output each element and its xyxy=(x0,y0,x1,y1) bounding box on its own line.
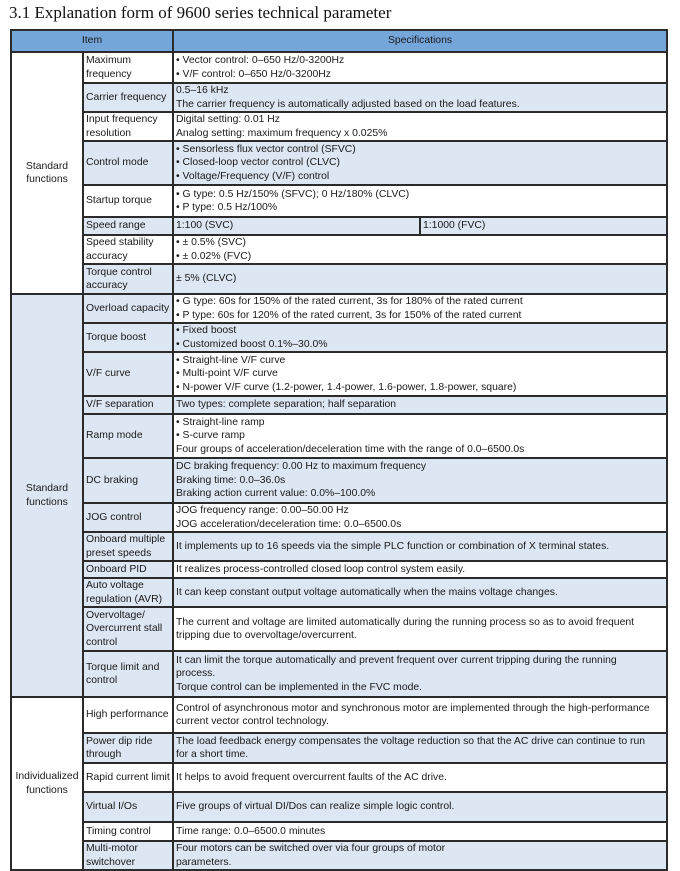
item-cell: Overvoltage/ Overcurrent stall control xyxy=(83,607,173,651)
spec-cell xyxy=(173,733,667,763)
category-cell: Standard functions xyxy=(11,294,83,697)
table-row xyxy=(11,733,667,763)
table-row xyxy=(11,414,667,458)
spec-line: Analog setting: maximum frequency x 0.025% xyxy=(176,127,388,139)
item-cell: Timing control xyxy=(83,822,173,841)
table-row xyxy=(11,141,667,185)
header-item: Item xyxy=(11,30,173,52)
spec-cell-right: 1:1000 (FVC) xyxy=(420,217,667,235)
spec-line: ± 5% (CLVC) xyxy=(176,273,237,285)
spec-cell xyxy=(173,651,667,697)
spec-cell xyxy=(173,503,667,532)
spec-cell xyxy=(173,532,667,561)
spec-line: JOG acceleration/deceleration time: 0.0–6500.0s xyxy=(176,518,402,530)
item-cell: Speed stability accuracy xyxy=(83,235,173,264)
table-row xyxy=(11,294,667,323)
spec-line: It can keep constant output voltage automatically when the mains voltage changes. xyxy=(176,586,558,598)
spec-cell xyxy=(173,697,667,733)
spec-cell xyxy=(173,414,667,458)
table-row xyxy=(11,841,667,870)
spec-line: DC braking frequency: 0.00 Hz to maximum frequency xyxy=(176,461,427,473)
spec-line: The current and voltage are limited automatically during the running process so as to avoid frequent xyxy=(176,616,635,628)
spec-cell xyxy=(173,264,667,294)
spec-line: It realizes process-controlled closed loop control system easily. xyxy=(176,563,466,575)
table-row xyxy=(11,458,667,503)
header-specifications: Specifications xyxy=(173,30,667,52)
spec-line: for a short time. xyxy=(176,749,249,760)
table-row xyxy=(11,396,667,414)
table-row xyxy=(11,503,667,532)
table-row xyxy=(11,697,667,733)
table-row xyxy=(11,822,667,841)
spec-line: It implements up to 16 speeds via the simple PLC function or combination of X terminal states. xyxy=(176,540,610,552)
spec-line: 0.5–16 kHz xyxy=(176,85,229,96)
spec-line: current vector control technology. xyxy=(176,716,329,727)
table-row xyxy=(11,323,667,352)
spec-line: • S-curve ramp xyxy=(176,430,245,442)
item-cell: Startup torque xyxy=(83,185,173,217)
item-cell: High performance xyxy=(83,697,173,733)
spec-line: process. xyxy=(176,668,216,680)
table-row xyxy=(11,264,667,294)
spec-line: Four motors can be switched over via four groups of motor xyxy=(176,843,446,854)
spec-cell xyxy=(173,185,667,217)
table-row xyxy=(11,52,667,83)
item-cell: Maximum frequency xyxy=(83,52,173,83)
spec-line: • Closed-loop vector control (CLVC) xyxy=(176,157,340,169)
spec-line: Braking action current value: 0.0%–100.0% xyxy=(176,488,376,500)
section-title: 3.1 Explanation form of 9600 series technical parameter xyxy=(9,3,392,22)
table-row xyxy=(11,607,667,651)
spec-cell xyxy=(173,822,667,841)
spec-line: Digital setting: 0.01 Hz xyxy=(176,114,280,125)
item-cell: Ramp mode xyxy=(83,414,173,458)
spec-cell-left: 1:100 (SVC) xyxy=(173,217,420,235)
spec-cell xyxy=(173,763,667,792)
table-row xyxy=(11,217,667,235)
spec-line: • Straight-line ramp xyxy=(176,416,265,428)
spec-line: The carrier frequency is automatically adjusted based on the load features. xyxy=(176,98,520,110)
item-cell: Input frequency resolution xyxy=(83,112,173,141)
spec-line: Braking time: 0.0–36.0s xyxy=(176,474,286,486)
category-cell: Individualized functions xyxy=(11,697,83,870)
item-cell: Onboard multiple preset speeds xyxy=(83,532,173,561)
item-cell: Auto voltage regulation (AVR) xyxy=(83,578,173,607)
spec-line: tripping due to overvoltage/overcurrent. xyxy=(176,630,357,641)
spec-cell xyxy=(173,141,667,185)
spec-line: • Sensorless flux vector control (SFVC) xyxy=(176,143,356,155)
table-row xyxy=(11,83,667,112)
spec-cell xyxy=(173,578,667,607)
spec-cell xyxy=(173,458,667,503)
spec-line: The load feedback energy compensates the voltage reduction so that the AC drive can continue to run xyxy=(176,735,646,747)
item-cell: JOG control xyxy=(83,503,173,532)
spec-line: • Vector control: 0–650 Hz/0-3200Hz xyxy=(176,55,345,66)
table-row xyxy=(11,578,667,607)
spec-cell xyxy=(173,561,667,578)
spec-line: It can limit the torque automatically and prevent frequent over current tripping during the running xyxy=(176,654,617,666)
spec-cell xyxy=(173,607,667,651)
spec-cell xyxy=(173,792,667,822)
table-row xyxy=(11,651,667,697)
item-cell: Carrier frequency xyxy=(83,83,173,112)
spec-cell xyxy=(173,396,667,414)
spec-line: • Customized boost 0.1%–30.0% xyxy=(176,338,328,350)
spec-line: • N-power V/F curve (1.2-power, 1.4-power, 1.6-power, 1.8-power, square) xyxy=(176,381,517,393)
spec-cell xyxy=(173,235,667,264)
item-cell: Torque limit and control xyxy=(83,651,173,697)
spec-line: parameters. xyxy=(176,856,232,868)
spec-line: • ± 0.02% (FVC) xyxy=(176,250,252,262)
item-cell: V/F curve xyxy=(83,352,173,396)
table-row xyxy=(11,532,667,561)
table-header-row xyxy=(11,30,667,52)
spec-line: • V/F control: 0–650 Hz/0-3200Hz xyxy=(176,68,331,80)
spec-line: • G type: 60s for 150% of the rated current, 3s for 180% of the rated current xyxy=(176,296,523,307)
spec-line: • G type: 0.5 Hz/150% (SFVC); 0 Hz/180% (CLVC) xyxy=(176,188,410,200)
item-cell: Rapid current limit xyxy=(83,763,173,792)
spec-line: • Fixed boost xyxy=(176,325,237,336)
spec-line: • P type: 0.5 Hz/100% xyxy=(176,202,278,213)
spec-line: Two types: complete separation; half separation xyxy=(176,399,397,411)
spec-cell xyxy=(173,323,667,352)
item-cell: Speed range xyxy=(83,217,173,235)
spec-line: • P type: 60s for 120% of the rated current, 3s for 150% of the rated current xyxy=(176,309,522,321)
spec-line: Four groups of acceleration/deceleration time with the range of 0.0–6500.0s xyxy=(176,443,525,455)
spec-line: • ± 0.5% (SVC) xyxy=(176,237,246,248)
spec-line: Control of asynchronous motor and synchronous motor are implemented through the high-performance xyxy=(176,702,650,714)
spec-cell xyxy=(173,294,667,323)
item-cell: Overload capacity xyxy=(83,294,173,323)
spec-line: Five groups of virtual DI/Dos can realize simple logic control. xyxy=(176,801,455,813)
table-row xyxy=(11,185,667,217)
spec-line: • Multi-point V/F curve xyxy=(176,368,278,380)
technical-parameter-table xyxy=(10,29,668,871)
table-row xyxy=(11,763,667,792)
table-row xyxy=(11,792,667,822)
item-cell: V/F separation xyxy=(83,396,173,414)
table-row xyxy=(11,352,667,396)
spec-line: It helps to avoid frequent overcurrent faults of the AC drive. xyxy=(176,771,447,783)
item-cell: Multi-motor switchover xyxy=(83,841,173,870)
spec-cell xyxy=(173,112,667,141)
item-cell: Power dip ride through xyxy=(83,733,173,763)
table-row xyxy=(11,561,667,578)
category-cell: Standard functions xyxy=(11,52,83,294)
spec-line: JOG frequency range: 0.00–50.00 Hz xyxy=(176,505,349,516)
item-cell: Onboard PID xyxy=(83,561,173,578)
item-cell: DC braking xyxy=(83,458,173,503)
spec-line: Time range: 0.0–6500.0 minutes xyxy=(176,825,326,837)
spec-cell xyxy=(173,83,667,112)
spec-cell xyxy=(173,841,667,870)
spec-cell xyxy=(173,352,667,396)
spec-line: Torque control can be implemented in the FVC mode. xyxy=(176,681,423,693)
item-cell: Virtual I/Os xyxy=(83,792,173,822)
spec-line: • Voltage/Frequency (V/F) control xyxy=(176,170,330,182)
spec-line: • Straight-line V/F curve xyxy=(176,354,286,366)
table-row xyxy=(11,112,667,141)
item-cell: Control mode xyxy=(83,141,173,185)
table-row xyxy=(11,235,667,264)
spec-cell xyxy=(173,52,667,83)
item-cell: Torque boost xyxy=(83,323,173,352)
item-cell: Torque control accuracy xyxy=(83,264,173,294)
